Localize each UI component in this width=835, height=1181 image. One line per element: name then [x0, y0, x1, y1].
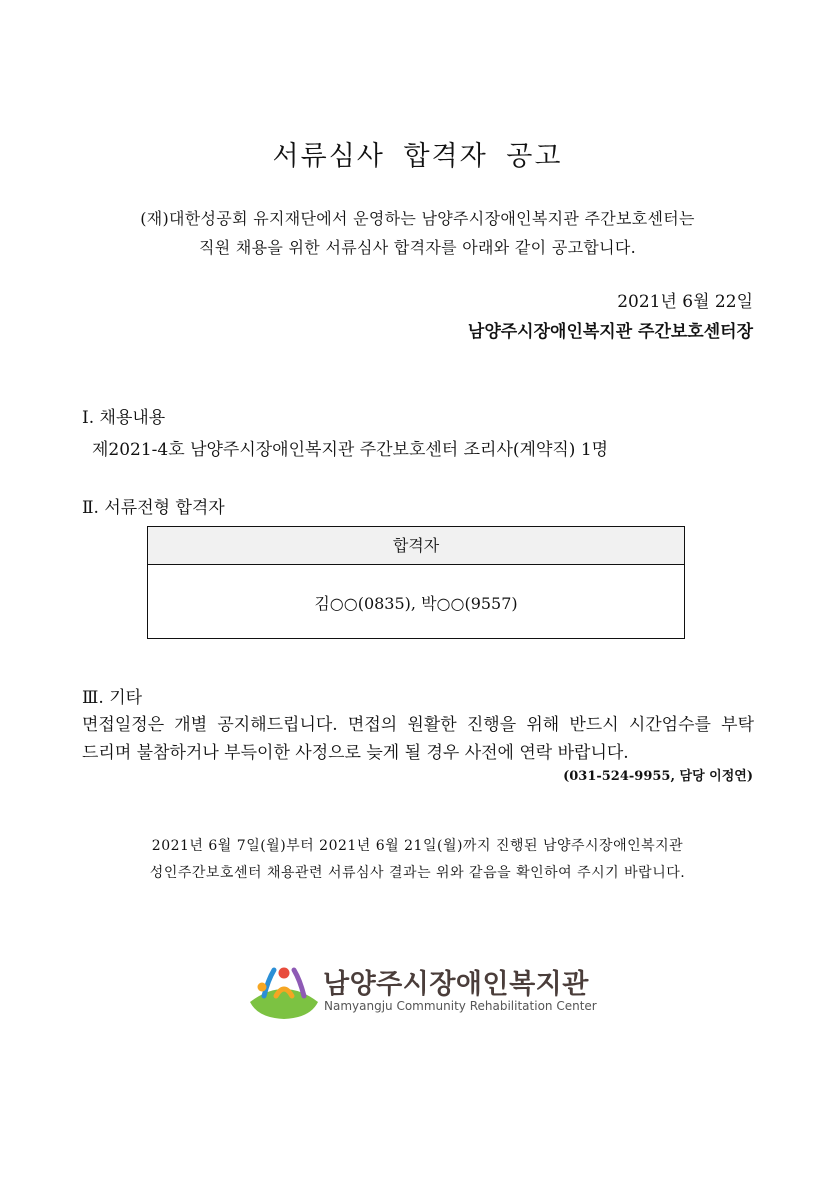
passer-table-cell: 김○○(0835), 박○○(9557) — [314, 594, 518, 613]
page-title: 서류심사 합격자 공고 — [272, 141, 563, 172]
issuer-name: 남양주시장애인복지관 주간보호센터장 — [467, 322, 753, 342]
section-3-line-1: 면접일정은 개별 공지해드립니다. 면접의 원활한 진행을 위해 반드시 시간엄수를 부탁 — [82, 715, 754, 735]
logo-english-name: Namyangju Community Rehabilitation Center — [324, 999, 597, 1013]
passer-table-header: 합격자 — [148, 527, 684, 565]
intro-line-2: 직원 채용을 위한 서류심사 합격자를 아래와 같이 공고합니다. — [199, 238, 636, 257]
section-1-body: 제2021-4호 남양주시장애인복지관 주간보호센터 조리사(계약직) 1명 — [92, 440, 609, 460]
section-1-title: Ⅰ. 채용내용 — [82, 408, 166, 428]
logo-korean-name: 남양주시장애인복지관 — [323, 969, 589, 1000]
section-3-title: Ⅲ. 기타 — [82, 688, 143, 708]
section-2-title: Ⅱ. 서류전형 합격자 — [82, 498, 225, 518]
notice-date: 2021년 6월 22일 — [617, 292, 753, 312]
closing-line-1: 2021년 6월 7일(월)부터 2021년 6월 21일(월)까지 진행된 남양주시장애인복지관 — [151, 838, 684, 854]
logo-emblem-icon — [248, 962, 320, 1022]
organization-logo — [248, 962, 597, 1022]
contact-info: (031-524-9955, 담당 이정연) — [563, 769, 753, 784]
closing-line-2: 성인주간보호센터 채용관련 서류심사 결과는 위와 같음을 확인하여 주시기 바랍니다. — [149, 865, 686, 881]
section-3-line-2: 드리며 불참하거나 부득이한 사정으로 늦게 될 경우 사전에 연락 바랍니다. — [82, 743, 629, 763]
intro-line-1: (재)대한성공회 유지재단에서 운영하는 남양주시장애인복지관 주간보호센터는 — [140, 209, 695, 228]
passer-table — [147, 526, 685, 639]
